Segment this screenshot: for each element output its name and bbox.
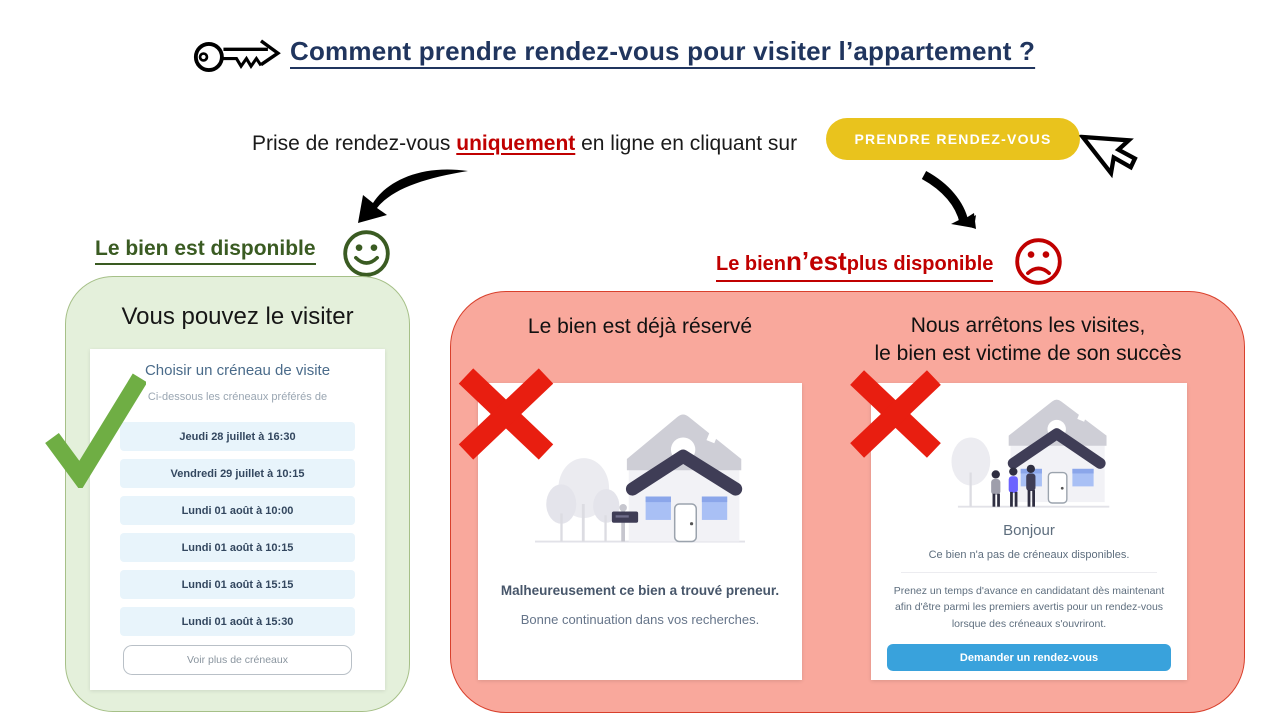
- curved-arrow-right-icon: [918, 171, 980, 229]
- reserved-message-bold: Malheureusement ce bien a trouvé preneur.: [500, 583, 780, 598]
- intro-text-after: en ligne en cliquant sur: [575, 132, 798, 155]
- time-slot[interactable]: Vendredi 29 juillet à 10:15: [120, 459, 355, 488]
- frown-icon: [1014, 237, 1063, 286]
- smiley-icon: [342, 229, 391, 278]
- divider: [901, 572, 1157, 573]
- page-title: Comment prendre rendez-vous pour visiter l’appartement ?: [290, 36, 1036, 66]
- x-icon: [452, 364, 560, 464]
- check-icon: [44, 370, 146, 488]
- stopped-title: [842, 312, 1214, 369]
- time-slot[interactable]: Lundi 01 août à 15:15: [120, 570, 355, 599]
- house-queue-illustration: [919, 395, 1139, 515]
- unavailable-label: [716, 246, 993, 282]
- no-slots-text: Ce bien n'a pas de créneaux disponibles.: [928, 549, 1130, 561]
- unavailable-label-start: Le bien: [716, 253, 787, 275]
- prendre-rendez-vous-button[interactable]: PRENDRE RENDEZ-VOUS: [826, 118, 1080, 160]
- intro-highlight: uniquement: [456, 132, 576, 155]
- intro-text: [252, 124, 797, 164]
- time-slot[interactable]: Jeudi 28 juillet à 16:30: [120, 422, 355, 451]
- available-label: Le bien est disponible: [95, 237, 316, 265]
- demander-rendez-vous-button[interactable]: Demander un rendez-vous: [887, 644, 1171, 671]
- unavailable-label-emphasis: n’est: [786, 246, 847, 276]
- key-icon: [192, 34, 284, 80]
- time-slot[interactable]: Lundi 01 août à 10:00: [120, 496, 355, 525]
- more-slots-button[interactable]: Voir plus de créneaux: [123, 645, 352, 675]
- advice-text: Prenez un temps d'avance en candidatant dès maintenant afin d'être parmi les premiers avertis pour un rendez-vous lorsque des créneaux s'ouvriront.: [893, 585, 1165, 630]
- intro-text-before: Prise de rendez-vous: [252, 132, 457, 155]
- slot-list: [120, 422, 355, 644]
- available-subtitle: Vous pouvez le visiter: [121, 303, 354, 330]
- reserved-message: Bonne continuation dans vos recherches.: [520, 612, 760, 627]
- curved-arrow-left-icon: [352, 165, 472, 225]
- cursor-icon: [1071, 103, 1158, 190]
- time-slot[interactable]: Lundi 01 août à 15:30: [120, 607, 355, 636]
- stopped-title-line2: le bien est victime de son succès: [874, 342, 1182, 366]
- unavailable-label-end: plus disponible: [846, 253, 994, 275]
- greeting-text: Bonjour: [1003, 522, 1055, 539]
- slot-card-subtitle: Ci-dessous les créneaux préférés de: [147, 391, 328, 403]
- x-icon: [843, 366, 948, 462]
- time-slot[interactable]: Lundi 01 août à 10:15: [120, 533, 355, 562]
- slot-card-title: Choisir un créneau de visite: [144, 362, 331, 379]
- reserved-title: Le bien est déjà réservé: [527, 315, 753, 338]
- stopped-title-line1: Nous arrêtons les visites,: [910, 314, 1146, 337]
